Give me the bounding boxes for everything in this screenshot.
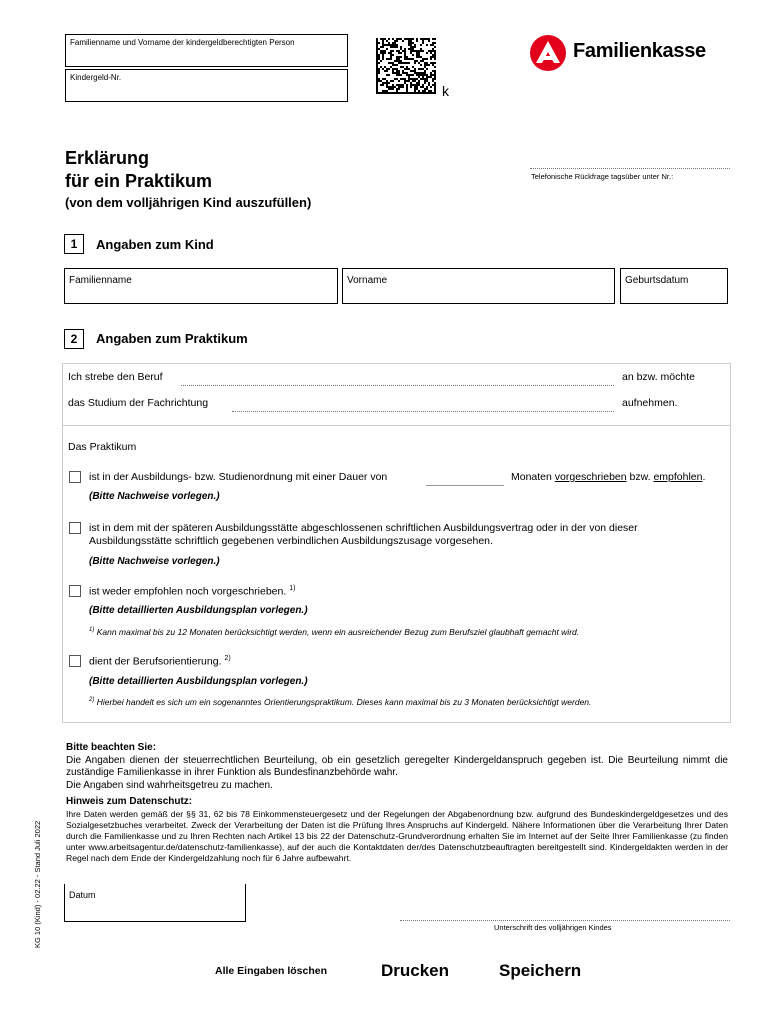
phone-label: Telefonische Rückfrage tagsüber unter Nr.: (531, 172, 674, 181)
notice-text-2: Die Angaben sind wahrheitsgetreu zu machen. (66, 780, 273, 791)
studium-suffix: aufnehmen. (622, 397, 678, 409)
page-subtitle: (von dem volljährigen Kind auszufüllen) (65, 195, 312, 210)
praktikum-label: Das Praktikum (68, 441, 137, 453)
option-1-bzw: bzw. (629, 471, 651, 483)
brand-name: Familienkasse (573, 40, 706, 62)
duration-months-line[interactable] (426, 472, 504, 486)
privacy-text: Ihre Daten werden gemäß der §§ 31, 62 bis 78 Einkommensteuergesetz und der Regelungen der Abgabenordnung bzw. aufgrund des Bundeskindergeldgesetzes und des Sozialgesetzbuches verarbeitet. Zweck der Verarbeitung der Daten ist die Prüfung Ihres Anspruchs auf Kindergeld. Nähere Informationen über die Verarbeitung Ihrer Daten durch die Familienkasse und zu Ihren Rechten nach Artikel 13 bis 22 der Datenschutz-Grundverordnung erhalten Sie im Internet auf der Seite Ihrer Familienkasse (zu finden unter www.arbeitsagentur.de/datenschutz-familienkasse), auf der auch die Kontaktdaten der/des Datenschutzbeauftragten bereitgestellt sind. Kindergeldakten werden in der Regel nach dem Ende der Kindergeldzahlung noch für 6 Jahre aufbewahrt. (66, 809, 728, 863)
footnote-2 (89, 697, 591, 707)
studium-label: das Studium der Fachrichtung (68, 397, 209, 409)
option-4-checkbox[interactable] (69, 655, 81, 667)
studium-input[interactable] (232, 402, 614, 414)
option-1-suffix (511, 471, 705, 483)
option-2-note: (Bitte Nachweise vorlegen.) (89, 556, 220, 567)
option-1-text: ist in der Ausbildungs- bzw. Studienordnung mit einer Dauer von (89, 471, 388, 483)
section-2-number: 2 (64, 329, 84, 349)
privacy-heading: Hinweis zum Datenschutz: (66, 796, 193, 807)
date-input[interactable] (69, 904, 241, 918)
section-1-title: Angaben zum Kind (96, 237, 214, 252)
option-1-checkbox[interactable] (69, 471, 81, 483)
option-1-dot: . (702, 471, 706, 483)
signature-line (400, 908, 730, 921)
kindergeld-nr-field[interactable] (65, 69, 348, 102)
option-1-note: (Bitte Nachweise vorlegen.) (89, 491, 220, 502)
footnote-2-sup: 2) (89, 697, 95, 704)
kindergeld-nr-label: Kindergeld-Nr. (70, 73, 122, 82)
child-birthdate-field[interactable] (620, 268, 728, 304)
option-3-footnote-ref: 1) (289, 585, 296, 592)
notice-heading: Bitte beachten Sie: (66, 742, 157, 753)
date-field[interactable] (64, 884, 246, 922)
child-birthdate-label: Geburtsdatum (625, 275, 689, 286)
child-surname-label: Familienname (69, 275, 132, 286)
beruf-label: Ich strebe den Beruf (68, 371, 163, 383)
section-1-number: 1 (64, 234, 84, 254)
option-1-monaten: Monaten (511, 471, 552, 483)
print-button[interactable]: Drucken (381, 961, 450, 980)
kindergeld-nr-input[interactable] (70, 85, 342, 99)
child-surname-input[interactable] (69, 288, 333, 302)
child-birthdate-input[interactable] (625, 288, 723, 302)
option-2-text: ist in dem mit der späteren Ausbildungsstätte abgeschlossenen schriftlichen Ausbildungsvertrag oder in der von dieser Ausbildungsstätte schriftlich gegebenen verbindlichen Ausbildungszusage vorgesehen. (89, 522, 638, 547)
page-title-line1: Erklärung (65, 148, 150, 168)
option-3-text: ist weder empfohlen noch vorgeschrieben. (89, 585, 287, 598)
footnote-1-sup: 1) (89, 627, 95, 634)
parent-name-field[interactable] (65, 34, 348, 67)
child-firstname-label: Vorname (347, 275, 388, 286)
qr-suffix: k (442, 83, 449, 99)
beruf-suffix: an bzw. möchte (622, 371, 695, 383)
option-4-note: (Bitte detaillierten Ausbildungsplan vorlegen.) (89, 676, 308, 687)
page-title-line2: für ein Praktikum (65, 171, 213, 191)
save-button[interactable]: Speichern (499, 961, 582, 980)
section-2-title: Angaben zum Praktikum (96, 331, 248, 346)
parent-name-input[interactable] (70, 50, 342, 64)
phone-input-line[interactable] (530, 155, 730, 169)
child-firstname-input[interactable] (347, 288, 610, 302)
signature-label: Unterschrift des volljährigen Kindes (494, 923, 612, 932)
child-firstname-field[interactable] (342, 268, 615, 304)
option-3-note: (Bitte detaillierten Ausbildungsplan vorlegen.) (89, 605, 308, 616)
option-4-footnote-ref: 2) (224, 655, 231, 662)
child-surname-field[interactable] (64, 268, 338, 304)
option-4-text: dient der Berufsorientierung. (89, 655, 222, 668)
option-3-line (89, 585, 295, 598)
option-2-checkbox[interactable] (69, 522, 81, 534)
duration-months-input[interactable] (426, 476, 504, 488)
section-2-divider (62, 425, 731, 426)
parent-name-label: Familienname und Vorname der kindergeldberechtigten Person (70, 38, 295, 47)
form-version-label: KG 10 (Kind) - 02.22 - Stand Juli 2022 (33, 820, 42, 948)
option-3-checkbox[interactable] (69, 585, 81, 597)
beruf-input[interactable] (181, 376, 614, 388)
notice-text: Die Angaben dienen der steuerrechtlichen Beurteilung, ob ein gesetzlich geregelter Kindergeldanspruch gegeben ist. Die Beurteilung nimmt die zuständige Familienkasse in ihrer Funktion als Bundesfinanzbehörde wahr. (66, 755, 728, 778)
qr-code (376, 38, 436, 94)
date-label: Datum (69, 890, 96, 900)
footnote-1-text: Kann maximal bis zu 12 Monaten berücksichtigt werden, wenn ein ausreichender Bezug zum Berufsziel glaubhaft gemacht wird. (96, 627, 580, 637)
clear-all-button[interactable]: Alle Eingaben löschen (215, 965, 328, 977)
studium-line[interactable] (232, 398, 614, 412)
phone-input[interactable] (530, 159, 730, 171)
empfohlen-link[interactable]: empfohlen (653, 471, 703, 483)
footnote-1 (89, 627, 579, 637)
option-4-line (89, 655, 231, 668)
footnote-2-text: Hierbei handelt es sich um ein sogenanntes Orientierungspraktikum. Dieses kann maximal bis zu 3 Monaten berücksichtigt werden. (96, 697, 592, 707)
beruf-line[interactable] (181, 372, 614, 386)
familienkasse-logo-icon (530, 35, 566, 71)
vorgeschrieben-link[interactable]: vorgeschrieben (554, 471, 627, 483)
